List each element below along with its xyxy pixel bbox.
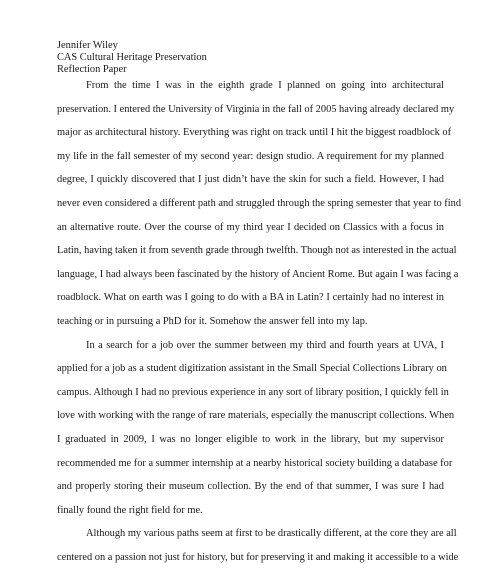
paragraph-1-line-7: an alternative route. Over the course of my third year I decided on Classics with a focus in (57, 221, 444, 233)
paragraph-1-line-1: From the time I was in the eighth grade I planned on going into architectural (86, 80, 444, 91)
paragraph-3-line-1: Although my various paths seem at first to be drastically different, at the core they are all (86, 528, 457, 540)
paragraph-2-line-1: In a search for a job over the summer between my third and fourth years at UVA, I (86, 339, 444, 351)
paragraph-2-line-4: love with working with the range of rare materials, especially the manuscript collections. When (57, 410, 455, 422)
paragraph-2-line-7: and properly storing their museum collection. By the end of that summer, I was sure I had (57, 481, 444, 493)
document-body (57, 79, 462, 574)
paragraph-2-line-6: recommended me for a summer internship at a nearby historical society building a database for (57, 457, 453, 469)
author-name: Jennifer Wiley (57, 40, 118, 51)
paragraph-2-line-2: applied for a job as a student digitization assistant in the Small Special Collections Library on (57, 363, 447, 375)
paragraph-2-line-5: I graduated in 2009, I was no longer eligible to work in the library, but my supervisor (57, 433, 444, 445)
paragraph-2-line-3: campus. Although I had no previous experience in any sort of library position, I quickly fell in (57, 386, 449, 398)
course-name: CAS Cultural Heritage Preservation (57, 51, 207, 63)
paragraph-1-line-8: Latin, having taken it from seventh grade through twelfth. Though not as interested in the actual (57, 245, 457, 257)
paragraph-1-line-9: language, I had always been fascinated by the history of Ancient Rome. But again I was facing a (57, 268, 459, 280)
paragraph-3-line-2: centered on a passion not just for history, but for preserving it and making it accessible to a wide (57, 551, 459, 563)
document-header (57, 40, 457, 75)
paragraph-1-line-3: major as architectural history. Everything was right on track until I hit the biggest roadblock of (57, 127, 452, 139)
document-type: Reflection Paper (57, 63, 127, 75)
paragraph-1-line-4: my life in the fall semester of my second year: design studio. A requirement for my planned (57, 150, 444, 162)
paragraph-1-line-2: preservation. I entered the University of Virginia in the fall of 2005 having already declared my (57, 103, 455, 115)
paragraph-1-line-11: teaching or in pursuing a PhD for it. Somehow the answer fell into my lap. (57, 315, 368, 327)
paragraph-1-line-5: degree, I quickly discovered that I just didn’t have the skin for such a field. However, I had (57, 174, 444, 186)
paragraph-2-line-8: finally found the right field for me. (57, 504, 203, 516)
paragraph-1-line-10: roadblock. What on earth was I going to do with a BA in Latin? I certainly had no interest in (57, 292, 444, 304)
paragraph-1-line-6: never even considered a different path and struggled through the spring semester that year to find (57, 197, 462, 209)
